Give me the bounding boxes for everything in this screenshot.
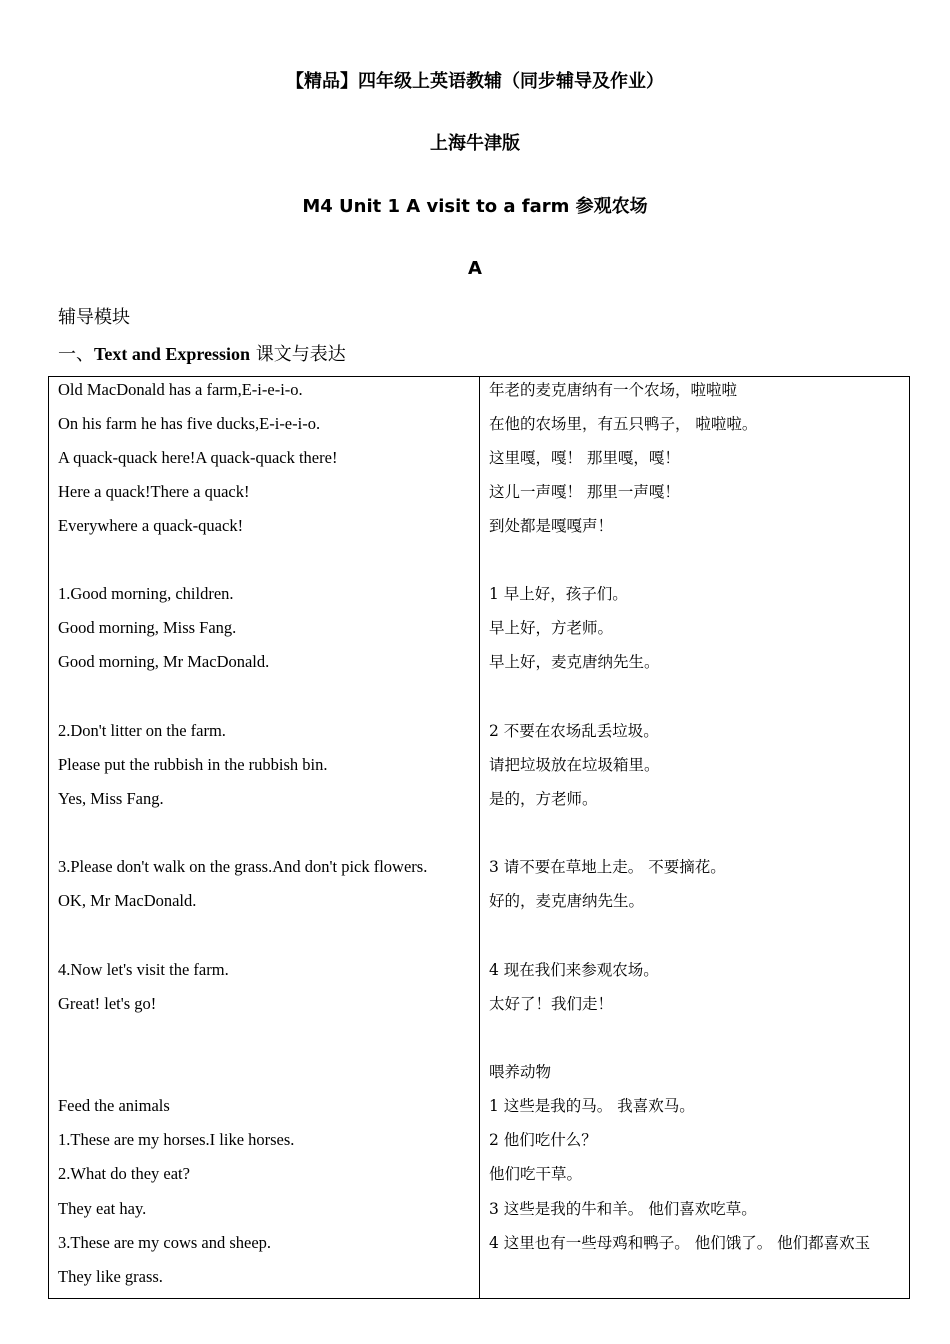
english-line: They eat hay. [58, 1199, 147, 1218]
chinese-line: 好的，麦克唐纳先生。 [489, 892, 645, 910]
heading-suffix: 课文与表达 [250, 344, 346, 365]
chinese-line: 早上好，方老师。 [489, 619, 614, 637]
chinese-line: 2 他们吃什么？ [489, 1131, 597, 1149]
section-heading [58, 342, 346, 367]
chinese-line: 太好了！我们走！ [489, 995, 614, 1013]
chinese-line: 3 请不要在草地上走。 不要摘花。 [489, 858, 726, 876]
chinese-line: 1 早上好，孩子们。 [489, 585, 628, 603]
chinese-line: 年老的麦克唐纳有一个农场，啦啦啦 [489, 381, 738, 399]
chinese-line: 4 现在我们来参观农场。 [489, 961, 659, 979]
chinese-line: 3 这些是我的牛和羊。 他们喜欢吃草。 [489, 1200, 757, 1218]
chinese-line: 喂养动物 [489, 1063, 552, 1081]
edition-title: 上海牛津版 [430, 133, 520, 154]
english-line: 2.Don't litter on the farm. [58, 721, 226, 740]
chinese-line: 在他的农场里，有五只鸭子， 啦啦啦。 [489, 415, 758, 433]
unit-title: M4 Unit 1 A visit to a farm 参观农场 [302, 196, 648, 217]
chinese-line: 1 这些是我的马。 我喜欢马。 [489, 1097, 695, 1115]
english-line: 2.What do they eat? [58, 1164, 190, 1183]
english-column [49, 377, 480, 1298]
english-line: 4.Now let's visit the farm. [58, 960, 229, 979]
english-line: Feed the animals [58, 1096, 170, 1115]
english-line: Good morning, Mr MacDonald. [58, 652, 270, 671]
chinese-line: 早上好，麦克唐纳先生。 [489, 653, 660, 671]
chinese-line: 2 不要在农场乱丢垃圾。 [489, 722, 659, 740]
english-line: On his farm he has five ducks,E-i-e-i-o. [58, 414, 321, 433]
heading-bold: Text and Expression [94, 344, 251, 364]
english-line: Old MacDonald has a farm,E-i-e-i-o. [58, 380, 303, 399]
module-label: 辅导模块 [58, 307, 130, 328]
english-line: 1.These are my horses.I like horses. [58, 1130, 295, 1149]
chinese-line: 是的，方老师。 [489, 790, 598, 808]
english-line: Good morning, Miss Fang. [58, 618, 237, 637]
chinese-line: 这里嘎，嘎！ 那里嘎，嘎！ [489, 449, 680, 467]
english-line: 3.These are my cows and sheep. [58, 1233, 272, 1252]
english-line: 3.Please don't walk on the grass.And don't pick flowers. [58, 857, 428, 876]
chinese-line: 4 这里也有一些母鸡和鸭子。 他们饿了。 他们都喜欢玉 [489, 1234, 871, 1252]
english-line: Great! let's go! [58, 994, 157, 1013]
english-line: Here a quack!There a quack! [58, 482, 250, 501]
english-line: They like grass. [58, 1267, 163, 1286]
chinese-line: 这儿一声嘎！ 那里一声嘎！ [489, 483, 680, 501]
chinese-line: 他们吃干草。 [489, 1165, 583, 1183]
english-line: Everywhere a quack-quack! [58, 516, 244, 535]
english-line: Yes, Miss Fang. [58, 789, 164, 808]
english-line: 1.Good morning, children. [58, 584, 234, 603]
chinese-line: 请把垃圾放在垃圾箱里。 [489, 756, 660, 774]
chinese-column [480, 377, 909, 1298]
heading-prefix: 一、 [58, 344, 94, 365]
english-line: Please put the rubbish in the rubbish bin. [58, 755, 328, 774]
english-line: A quack-quack here!A quack-quack there! [58, 448, 338, 467]
english-line: OK, Mr MacDonald. [58, 891, 197, 910]
document-title: 【精品】四年级上英语教辅（同步辅导及作业） [286, 71, 664, 92]
chinese-line: 到处都是嘎嘎声！ [489, 517, 614, 535]
part-title: A [468, 258, 482, 279]
text-table [48, 376, 910, 1299]
